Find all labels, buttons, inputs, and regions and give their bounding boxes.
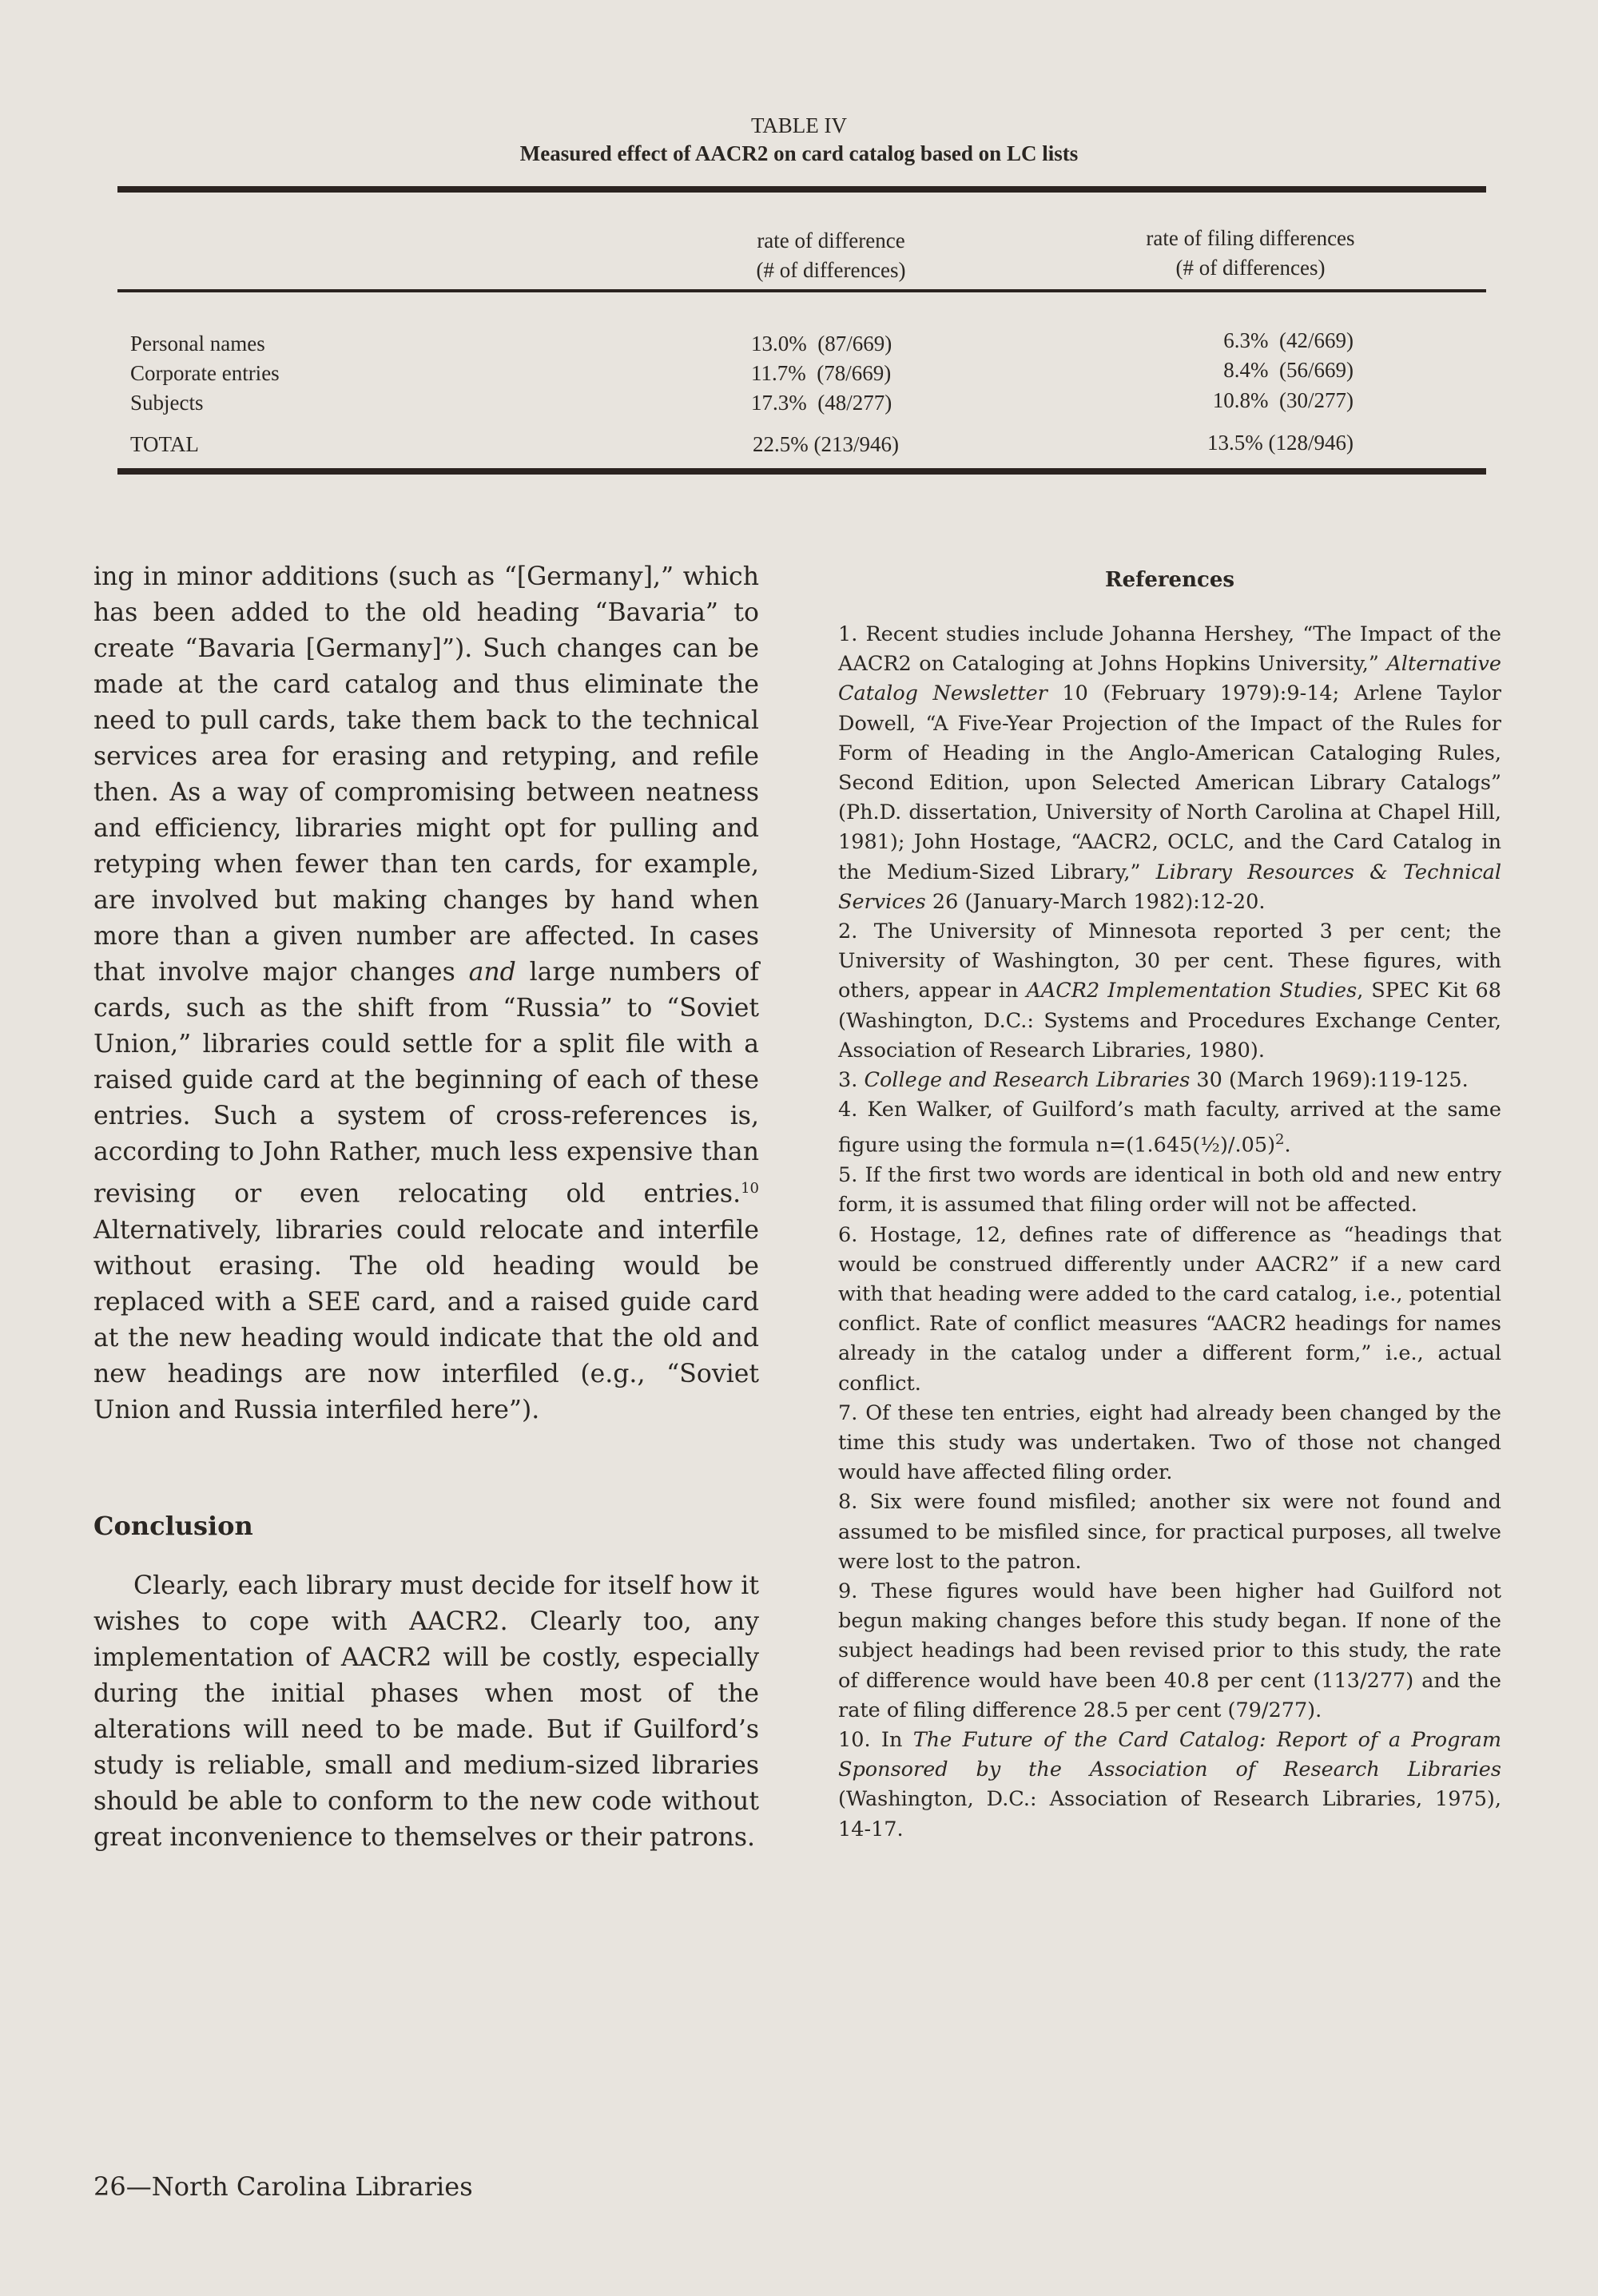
row-rate-of-difference: 11.7% (78/669) (751, 361, 892, 385)
row-rate-of-filing: 10.8% (30/277) (1212, 388, 1354, 412)
table-label: TABLE IV (750, 113, 848, 137)
reference-item (838, 1726, 1501, 1845)
row-rate-of-difference: 17.3% (48/277) (751, 391, 892, 415)
text-run: , SPEC Kit 68 (Washington, D.C.: Systems and Procedures Exchange Center, Association of Research Libraries, 1980). (838, 979, 1501, 1063)
row-rate-of-difference: 13.0% (87/669) (751, 332, 892, 356)
footnote-marker: 10 (741, 1180, 759, 1197)
table-title: Measured effect of AACR2 on card catalog based on LC lists (519, 141, 1079, 165)
references-heading: References (1104, 568, 1235, 592)
text-run: 1. Recent studies include Johanna Hershey, “The Impact of the AACR2 on Cataloging at Johns Hopkins University,” (838, 622, 1501, 677)
reference-item: 8. Six were found misfiled; another six were not found and assumed to be misfiled since, for practical purposes, all twelve were lost to the patron. (838, 1490, 1501, 1574)
conclusion-heading: Conclusion (93, 1511, 253, 1541)
text-run: 10. In (838, 1728, 913, 1753)
body-paragraph (93, 559, 759, 1428)
table-bottom-rule (117, 468, 1486, 475)
text-run-italic: College and Research Libraries (864, 1068, 1191, 1093)
col-header-line: (# of differences) (1175, 256, 1326, 280)
conclusion-section (93, 1508, 759, 1856)
col-header-rate-of-filing-differences (1107, 224, 1394, 283)
text-run: 10 (February 1979):9-14; Arlene Taylor Dowell, “A Five-Year Projection of the Impact of the Rules for Form of Heading in the Anglo-American Cataloging Rules, Second Edition, upon Selected American Library Catalogs” (Ph.D. dissertation, University of North Carolina at Chapel Hill, 1981); John Hostage, “AACR2, OCLC, and the Card Catalog in the Medium-Sized Library,” (838, 681, 1501, 884)
row-label: Subjects (130, 391, 204, 415)
text-run: ing in minor additions (such as “[Germany],” which has been added to the old heading “Bavaria” to create “Bavaria [Germany]”). Such changes can be made at the card catalog and thus eliminate the need to pull cards, take them back to the technical services area for erasing and retyping, and refile then. As a way of compromising between neatness and efficiency, libraries might opt for pulling and retyping when fewer than ten cards, for example, are involved but making changes by hand when more than a given number are affected. In cases that involve major changes (93, 562, 759, 987)
reference-item (838, 1095, 1501, 1161)
text-run: 2. The University of Minnesota reported 3 per cent; the University of Washington, 30 per cent. These figures, with others, appear in (838, 920, 1501, 1003)
text-run-italic: Library Resources & Technical Services (838, 860, 1501, 914)
text-run: . (1284, 1133, 1291, 1158)
reference-item: 9. These figures would have been higher had Guilford not begun making changes before this study began. If none of the subject headings had been revised prior to this study, the rate of difference would have been 40.8 per cent (113/277) and the rate of filing difference 28.5 per cent (79/277). (838, 1579, 1501, 1722)
text-run-italic: The Future of the Card Catalog: Report of a Program Sponsored by the Association of Research Libraries (838, 1728, 1501, 1782)
text-run: 30 (March 1969):119-125. (1190, 1068, 1469, 1093)
reference-item (838, 1066, 1501, 1095)
text-run-italic: AACR2 Implementation Studies (1026, 979, 1358, 1003)
text-run-italic: and (468, 958, 516, 987)
row-rate-of-difference: 22.5% (213/946) (753, 432, 899, 456)
reference-item: 5. If the first two words are identical in both old and new entry form, it is assumed that filing order will not be affected. (838, 1163, 1501, 1218)
reference-item: 6. Hostage, 12, defines rate of difference as “headings that would be construed differently under AACR2” if a new card with that heading were added to the card catalog, i.e., potential conflict. Rate of conflict measures “AACR2 headings for names already in the catalog under a different form,” i.e., actual conflict. (838, 1222, 1501, 1396)
conclusion-paragraph: Clearly, each library must decide for itself how it wishes to cope with AACR2. Clearly too, any implementation of AACR2 will be costly, especially during the initial phases when most of the alterations will need to be made. But if Guilford’s study is reliable, small and medium-sized libraries should be able to conform to the new code without great inconvenience to themselves or their patrons. (93, 1571, 759, 1852)
text-run-italic: Alternative Catalog Newsletter (838, 652, 1501, 706)
row-rate-of-filing: 6.3% (42/669) (1223, 328, 1354, 352)
table-top-rule (117, 186, 1486, 193)
col-header-line: rate of difference (757, 228, 905, 252)
left-column-body (93, 559, 759, 1428)
row-label: TOTAL (130, 432, 199, 456)
reference-item (838, 620, 1501, 917)
text-run: Alternatively, libraries could relocate and interfile without erasing. The old heading would be replaced with a SEE card, and a raised guide card at the new heading would indicate that the old and new headings are now interfiled (e.g., “Soviet Union and Russia interfiled here”). (93, 1215, 759, 1424)
superscript: 2 (1275, 1131, 1285, 1149)
col-header-rate-of-difference (711, 226, 951, 285)
col-header-line: rate of filing differences (1146, 226, 1355, 250)
page-footer: 26—North Carolina Libraries (93, 2171, 473, 2202)
table-header-rule (117, 289, 1486, 292)
text-run: 3. (838, 1068, 865, 1093)
col-header-line: (# of differences) (756, 258, 906, 282)
text-run: 4. Ken Walker, of Guilford’s math faculty, arrived at the same figure using the formula n=(1.645(½)/.05) (838, 1098, 1501, 1158)
row-label: Personal names (130, 332, 265, 356)
text-run: (Washington, D.C.: Association of Research Libraries, 1975), 14-17. (838, 1787, 1501, 1841)
text-run: 26 (January-March 1982):12-20. (925, 889, 1266, 914)
reference-item: 7. Of these ten entries, eight had already been changed by the time this study was undertaken. Two of those not changed would have affected filing order. (838, 1400, 1501, 1485)
row-rate-of-filing: 13.5% (128/946) (1207, 431, 1354, 455)
row-label: Corporate entries (130, 361, 280, 385)
text-run: large numbers of cards, such as the shift from “Russia” to “Soviet Union,” libraries could settle for a split file with a raised guide card at the beginning of each of these entries. Such a system of cross-references is, according to John Rather, much less expensive than revising or even relocating old entries. (93, 958, 759, 1209)
reference-item (838, 917, 1501, 1066)
references-list (838, 620, 1501, 1845)
row-rate-of-filing: 8.4% (56/669) (1223, 358, 1354, 382)
